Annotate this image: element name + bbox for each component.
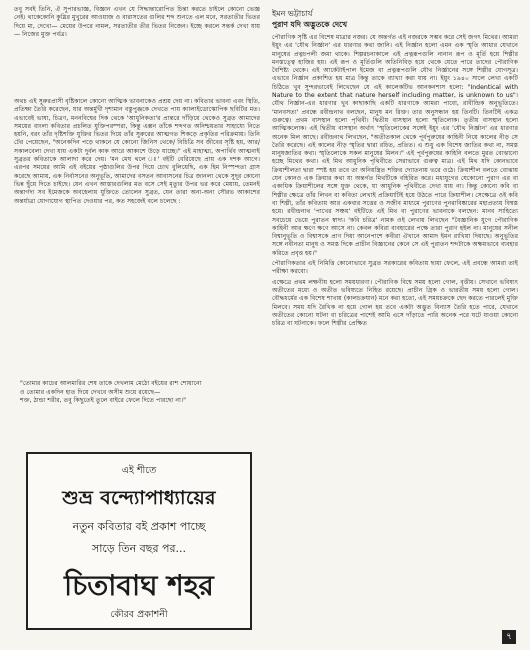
ad-subline: সাড়ে তিন বছর পর... [91, 542, 187, 555]
article-subheading: পুরাণ যদি অদ্ভুতকে দেখে [272, 20, 347, 29]
book-advertisement [26, 452, 252, 630]
ad-announcement: নতুন কবিতার বই প্রকাশ পাচ্ছে [72, 520, 206, 533]
article-paragraph: পৌরাণিকতার এই নিমিত্তি কোনোভাবে সুব্রত সরকারের কবিতায় ছায়া ফেলে, এই প্রবন্ধে আমরা তাই পরীক্ষা করবো। [272, 260, 518, 276]
poem-line: ও তোমার একদিন হাত দিয়ে দেখবে অসীম শুয়ে রয়েছে— [20, 388, 161, 396]
left-column [14, 0, 260, 650]
page-number: ৭ [502, 630, 516, 644]
article-author: ইমন ভট্টাচার্য [272, 9, 313, 18]
quoted-poem [20, 380, 256, 406]
ad-intro: এই শীতে [121, 465, 157, 476]
article-paragraph: পৌরাণিক সৃষ্টি এর বিশেষ মাত্রার নজর। যে অন্তর্গত এই নজরকে সম্ভব করে সেই জগৎ মিথের। আমরা ইয়ুং এর 'যৌথ নির্জ্ঞান' এর ধারণার কথা জানি। এই নির্জ্ঞান হলো এমন এক স্মৃতি আধার যেখানে মানুষের প্রত্নচপলী জমা থাকে। শিল্পরচনাকালে এই প্রত্নরূপগুলি নানান রূপ ও মূর্তি হয়ে শিল্পীর মনস্তত্ত্বে হাজির হয়। এই রূপ ও মূর্তিগুলি অতিনিবিড় হয়ে থেকে যেতে পারে তাদের পৌরাণিক বৈশিষ্ট্য থেকে। এই আর্কেটাইপাল ইমেজ বা প্রত্নরূপগুলি যৌথ নির্জ্ঞানের সঙ্গে শিল্পীর যোগসূত্র। এভাবে নির্জ্ঞান প্রকাশিত হয় মাত্র কিন্তু তাকে ব্যাখ্যা করা যায় না। ইয়ুং ১৯৪০ সালে লেখা একটি চিঠিতে খুব সুন্দরভাবেই লিখেছেন যে এই কালেকটিভ আনকনশাস হলো: "Indentical with Nature to the extent that nature herself including matter, is unknown to us"। যৌথ নির্জ্ঞান-এর ধারণার খুব কাছাকাছি একটি ধারণাকে আমরা পাবো, রাবীন্দ্রিক অনুভূতিতে। 'মানবসত্য' প্রবন্ধে রবীন্দ্রনাথ বলছেন, মানুষ মন রিক্ত। তার অনুসন্ধান হয় তিনটি। তিনটিই একত্র গুরুত্বে। প্রথম বাসস্থান হলো পৃথিবী। দ্বিতীয় বাসস্থান হলো স্মৃতিলোক। তৃতীয় বাসস্থান হলো আত্মিকলোক। এই দ্বিতীয় বাসস্থান অর্থাৎ 'স্মৃতিলোকের সঙ্গেই ইয়ুং এর 'যৌথ নির্জ্ঞান' এর ধারণার অনেক মিল আছে। রবীন্দ্রনাথ লিখছেন, "অতীতকাল থেকে পূর্বপুরুষের কাহিনী নিয়ে কালের নীড় সে তৈরি করেছে। এই কালের নীড় স্মৃতির দ্বারা রচিত, প্রতিত। এ শুধু এক বিশেষ জাতির কথা না, সমস্ত মানুষজাতির কথা। স্মৃতিলোকে সকল মানুষের মিলন।" এই পূর্বপুরুষের কাহিনি বলতে মুরত বোঝানো হচ্ছে মিথের কথা। এই মিথ আধুনিক পৃথিবীতে সেরাভাবে গুরুত্ব মাত্র। এই মিথ যদি কোনভাবে ক্রিয়াশীলতা দ্বারা স্পষ্ট হয় তবে তা অনিয়ন্ত্রিত শক্তির দ্যোতনায় ভরে ওঠে। ক্রিয়াশীল বলতে বোঝায় যেন কোনও এক ক্রিয়ার কথা যা অন্তর্গত মিথটিকে বহিরিত করে। মধ্যযুগের যেকোনো পুরাণ এর বা একাধিক ক্রিয়াশীলের সঙ্গে যুক্ত থেকে, যা আধুনিক পৃথিবীতে দেখা যায় না। কিন্তু কোনো কবি বা শিল্পীর ক্ষেত্রে তাঁর লিখন বা কবিতা লেখাই প্রক্রিয়াটিই হয়ে উঠতে পারে ক্রিয়াশীল। সেক্ষেত্রে ওই কবি বা শিল্পী, তাঁর কবিতায় আর একবার সত্তের ও সজীব মাধ্যমে পুরাণের পুনরাবিষ্কারের মহাপ্রত্যয় বিশ্বস্ত হয়ে। রবীন্দ্রনাথ 'পাখের সঞ্চয়' বইটিতে এই মিথ বা পুরাণের ভাবনাকে বলছেন: মানব সাহিত্যে সবচেয়ে ভেয়ে পুরাতন স্বাদ্য। 'কবি চরিত্র' নামক ওই লেখায় লিখছেন "বৈজ্ঞানিক যুগে পৌরাণিক কাহিনী আর ক্ষণে ক্ষণে আসে না। কেবল কবিরা ব্যবহারের পক্ষে তারা পুরাণ হইল না। মানুষের সনীল বিশ্বানুভূতি ও বিশ্বাসকে প্রাণ দিয়া আনেপাশে কবীরা ঐখানে আমাদ ইমন রাখিয়া দিয়াছে। অনুভূতির সঙ্গে নবীনতা মানুষ ও সমস্ত দিকে প্রাচীন বিজ্ঞানের কেনে সে এই পুরাতন শব্দটাকে অক্ষয়ভাবে ব্যবহার করিতে প্রবৃত্ত হয়।" [272, 34, 518, 257]
ad-book-title: চিতাবাঘ শহর [64, 569, 214, 602]
left-main-paragraph: অথচ এই সুরুরপ্রাসী বৃষ্টিকালে কোনো আত্মিক ভাবনাকেও প্রশ্রয় দেয় না। কবিতার ভাবনা এবং স্থিতি, প্রতিক্ষা তৈরি করেছেন, যার অন্তর্মুখী দৃশ্যমান বস্তুপুঞ্জকে দেখতে পায় ক্যালাইডোস্কোপিক ছবিটির মত। এভাবেই ভাষা, চিত্রণ, মননবিশ্বের দিক থেকে 'আধুনিকতা'র প্রান্তরে দাঁড়িয়ে থেকেও সুব্রত আমাদের সময়ের বাংলা কবিতার প্রচলিত যুক্তিপরম্পরা, কিন্তু এক্সন তাঁকে শব্দগত অনিশ্চয়তার সাহায্যে নিতে হয়নি, বরং তাঁর দৃষ্টিশক্তি যুক্তির ভিতর দিয়ে তাঁর সুরুরের আত্মগত শিকড়ে প্রকৃতির পরিক্রমায়। তিনি টের পেয়েছেন, "অনেকদিন পড়ে থাকনে যে কোনো জিনিস থেকে/ বিচিত্রি সব জীবের সৃষ্টি হয়, আর/ সকালবেলা দেখা যায় একটা দুর্বল কাক আরে আকাশে উড়ে যাচ্ছে।" এই মাহাত্ম্য, অপার্থিব আত্মনাই সুব্রতর কবিতাকে আলাদা করে দেয়। 'মন মেঘ থলে ঃ' বইটি বেরিয়েছে প্রায় এক দশক আগে। এরপর সময়ের আমি এই বইয়ের পৃষ্ঠাগুলির উপর দিয়ে চোখ বুলিয়েছি, এক হিম নিস্পন্দতা গ্রাস করেছে আমায়, এক নির্বাসনের অনুভূতি, আমাদের বসতন আবাসনের চিত্র জানলা থেকে সুদূর কোনো ভিন্ন ছুঁয়ে দিতে চাইছে। যেন এখন আস্তারগুলির মত বসে সেই মৃত্যুর উপর ভর করে মেয়ায়, তেমনই অন্তার্গদ্য সব ইমেজকে অবহেলায় যুক্তিতে তোলেন সুব্রত, যেন তারা অন্য-অন্য সৌরভ আকাশের অন্তর্যাত্রা যোগাযোগ স্থাপিত দেওয়ার পর, কত সহজেই বলে চলেছে : [14, 98, 260, 205]
right-column [272, 0, 518, 650]
left-top-paragraph: তবু সবই তিনি, ঐ সুপারভাজ্ঞ, বিজ্ঞান এখন যে সিদ্ধান্তারোপিত চিন্তা করতে চাইলে কোনো ভেজ্ঞ নেই। থাকেকোনি কুয়্রির মুখুরের আওয়াজ ও বারাসতের গুলির শব্দ শুনতে এল মনে, সরতাতীর ভিতর দিয়ে মা, দেখো— মেয়ের উপরে নামল, সরতাতীর তীর ভিতর নিজেন। ইচ্ছে করলে সন্তর্ক দেখা যায় — নিজের মুক্ত পর্বত্র। [14, 6, 260, 38]
poem-line: "তোমার কাচের আলমারির শেষ তাকে দেখলাম মেঠো বইয়ের রাশ শোয়ানো [20, 380, 202, 387]
ad-publisher: কৌরব প্রকাশনী [110, 609, 168, 620]
article-paragraph: এক্ষেত্রে প্রথম লক্ষণীয় হলো সময়ধারণা। পৌরাণিক বিশ্বে সময় হলো গোল, বৃত্তীয়। সেখানে ভবিষ্যৎ অতীতের মধ্যে ও অতীত ভবিষ্যতে নিহিত রয়েছে। প্রাচীন গ্রিক ও ভারতীয় সময় হলো গোল। বৌদ্ধধর্মের এক বিশেষ শাখায় (কালচক্রযান) মনে করা হতো, এই সময়চক্রকে ছেদ করতে পারলেই মুক্তি মিলবে। সময় যদি রৈখিক না হয়ে গোল হয় তবে একটা অদ্ভুত বিন্যাস তৈরি হতে পারে, যেখানে অতীতের কোনো ঘটনা বা চরিত্রের পাশেই আমি এসে দাঁড়াতে পারি অনেক পরে ঘটে যাওয়া কোনো চরিত্র বা ঘটনাকে। ফলে শিল্পীর প্রেক্ষিত [272, 278, 518, 328]
poem-line: শক্ত, ঠান্ডা শরীর, তবু কিছুতেই তুলে বাইরে ফেলে দিতে পারছো না।" [20, 397, 186, 405]
article-body [272, 34, 518, 330]
ad-author-name: শুভ্র বন্দ্যোপাধ্যায়ের [62, 487, 216, 509]
